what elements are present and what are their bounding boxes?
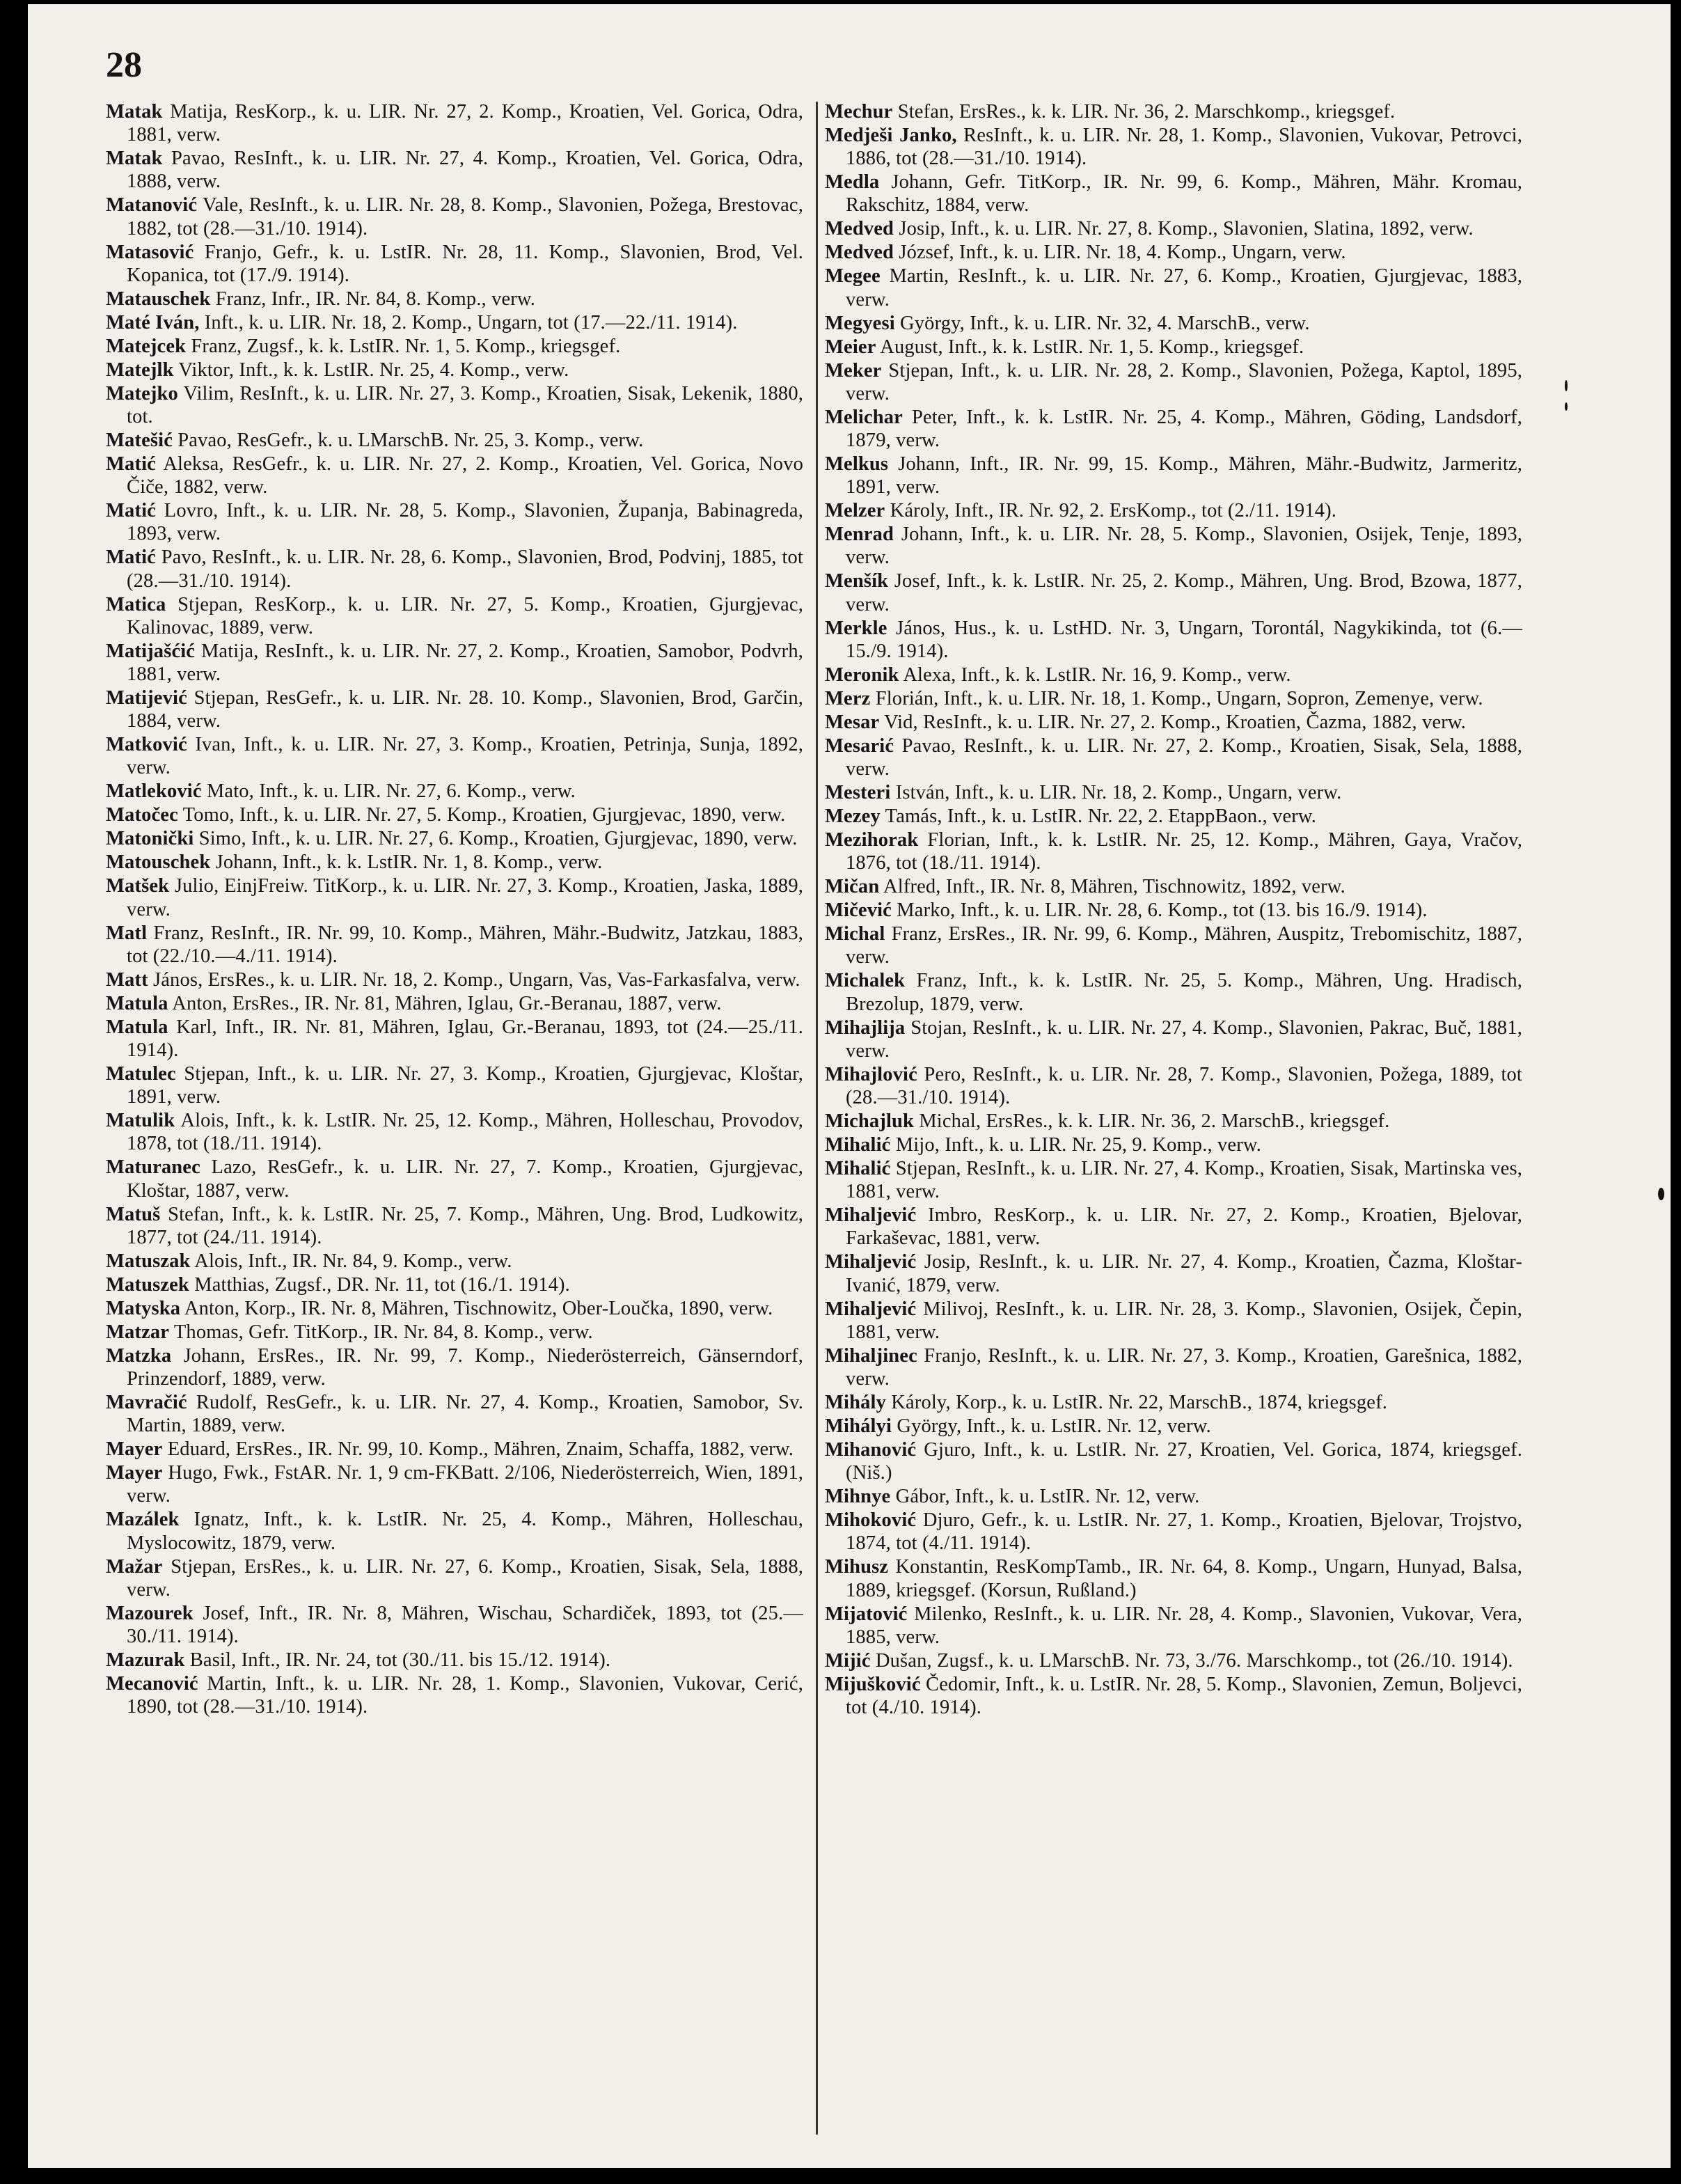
list-item — [825, 523, 1522, 569]
list-item — [106, 311, 803, 334]
entry-details: Dušan, Zugsf., k. u. LMarschB. Nr. 73, 3./76. Marschkomp., tot (26./10. 1914). — [875, 1649, 1513, 1672]
entry-details: Vilim, ResInft., k. u. LIR. Nr. 27, 3. Komp., Kroatien, Sisak, Lekenik, 1880, tot. — [127, 382, 803, 428]
entry-details: Milivoj, ResInft., k. u. LIR. Nr. 28, 3. Komp., Slavonien, Osijek, Čepin, 1881, verw. — [846, 1298, 1522, 1343]
entry-surname: Mihanović — [825, 1439, 917, 1461]
entry-details: Alois, Inft., IR. Nr. 84, 9. Komp., verw. — [194, 1250, 512, 1272]
entry-details: Matthias, Zugsf., DR. Nr. 11, tot (16./1. 1914). — [194, 1273, 570, 1296]
entry-surname: Matuszak — [106, 1250, 191, 1272]
entry-surname: Mihaljinec — [825, 1344, 917, 1367]
entry-details: Josef, Inft., IR. Nr. 8, Mähren, Wischau, Schardiček, 1893, tot (25.—30./11. 1914). — [127, 1602, 803, 1648]
entry-details: Čedomir, Inft., k. u. LstIR. Nr. 28, 5. Komp., Slavonien, Zemun, Boljevci, tot (4./10. 1914). — [846, 1673, 1522, 1719]
list-item — [825, 1157, 1522, 1203]
entry-details: Johann, Gefr. TitKorp., IR. Nr. 99, 6. Komp., Mähren, Mähr. Kromau, Rakschitz, 1884, verw. — [846, 171, 1522, 217]
list-item — [106, 546, 803, 592]
scan-speck — [1565, 380, 1568, 391]
entry-surname: Matijašćić — [106, 640, 196, 662]
entry-surname: Michal — [825, 923, 885, 945]
left-column — [106, 100, 803, 1719]
page-number: 28 — [106, 45, 142, 85]
list-item — [825, 1391, 1522, 1414]
entry-details: Johann, Inft., k. u. LIR. Nr. 28, 5. Komp., Slavonien, Osijek, Tenje, 1893, verw. — [846, 524, 1522, 569]
entry-details: József, Inft., k. u. LIR. Nr. 18, 4. Komp., Ungarn, verw. — [899, 242, 1346, 264]
list-item — [825, 241, 1522, 264]
list-item — [106, 1016, 803, 1062]
list-item — [106, 1203, 803, 1249]
entry-details: Vid, ResInft., k. u. LIR. Nr. 27, 2. Komp., Kroatien, Čazma, 1882, verw. — [884, 711, 1467, 733]
list-item — [106, 874, 803, 920]
entry-surname: Medla — [825, 171, 880, 194]
entry-surname: Matuszek — [106, 1273, 189, 1296]
entry-surname: Matzka — [106, 1344, 172, 1367]
entry-details: Julio, EinjFreiw. TitKorp., k. u. LIR. Nr. 27, 3. Komp., Kroatien, Jaska, 1889, verw. — [127, 875, 803, 920]
list-item — [106, 992, 803, 1015]
entry-details: Peter, Inft., k. k. LstIR. Nr. 25, 4. Komp., Mähren, Göding, Landsdorf, 1879, verw. — [846, 406, 1522, 452]
list-item — [825, 171, 1522, 217]
list-item — [825, 734, 1522, 780]
entry-surname: Matouschek — [106, 851, 211, 874]
list-item — [106, 241, 803, 287]
list-item — [825, 875, 1522, 898]
list-item — [825, 1204, 1522, 1250]
list-item — [106, 1273, 803, 1296]
entry-details: Stjepan, Inft., k. u. LIR. Nr. 28, 2. Komp., Slavonien, Požega, Kaptol, 1895, verw. — [846, 359, 1522, 404]
list-item — [106, 1649, 803, 1672]
scan-speck — [1658, 1188, 1664, 1200]
scan-speck — [1565, 402, 1568, 411]
entry-surname: Matauschek — [106, 288, 211, 310]
list-item — [825, 1133, 1522, 1156]
entry-details: Hugo, Fwk., FstAR. Nr. 1, 9 cm-FKBatt. 2/106, Niederösterreich, Wien, 1891, verw. — [127, 1462, 804, 1507]
entry-surname: Mihajlija — [825, 1016, 906, 1039]
entry-details: Lazo, ResGefr., k. u. LIR. Nr. 27, 7. Komp., Kroatien, Gjurgjevac, Kloštar, 1887, verw. — [127, 1156, 803, 1202]
entry-surname: Medved — [825, 242, 894, 264]
entry-details: Pero, ResInft., k. u. LIR. Nr. 28, 7. Komp., Slavonien, Požega, 1889, tot (28.—31./10. 1914). — [846, 1063, 1523, 1109]
entry-details: Stojan, ResInft., k. u. LIR. Nr. 27, 4. Komp., Slavonien, Pakrac, Buč, 1881, verw. — [846, 1016, 1522, 1062]
entry-surname: Mezey — [825, 806, 881, 828]
entry-surname: Matić — [106, 547, 156, 569]
entry-surname: Menšík — [825, 570, 889, 592]
list-item — [825, 1016, 1522, 1062]
entry-surname: Matejlk — [106, 359, 174, 381]
entry-details: Franz, Zugsf., k. k. LstIR. Nr. 1, 5. Komp., kriegsgef. — [191, 335, 621, 357]
entry-surname: Mihaljević — [825, 1251, 917, 1273]
entry-surname: Meier — [825, 336, 876, 358]
entry-details: Alois, Inft., k. k. LstIR. Nr. 25, 12. Komp., Mähren, Holleschau, Provodov, 1878, tot (18./11. 1914). — [127, 1110, 804, 1155]
entry-details: Franz, ErsRes., IR. Nr. 99, 6. Komp., Mähren, Auspitz, Trebomischitz, 1887, verw. — [846, 923, 1522, 968]
list-item — [106, 1602, 803, 1648]
entry-details: Inft., k. u. LIR. Nr. 18, 2. Komp., Ungarn, tot (17.—22./11. 1914). — [204, 311, 738, 333]
list-item — [106, 194, 803, 239]
entry-details: Gjuro, Inft., k. u. LstIR. Nr. 27, Kroatien, Vel. Gorica, 1874, kriegsgef. (Niš.) — [846, 1439, 1522, 1484]
list-item — [825, 663, 1522, 686]
entry-details: Stefan, ErsRes., k. k. LIR. Nr. 36, 2. Marschkomp., kriegsgef. — [897, 101, 1396, 123]
entry-surname: Merkle — [825, 617, 887, 639]
entry-details: Stjepan, ErsRes., k. u. LIR. Nr. 27, 6. Komp., Kroatien, Sisak, Sela, 1888, verw. — [127, 1555, 803, 1601]
entry-surname: Melichar — [825, 406, 903, 428]
entry-surname: Mihály — [825, 1392, 886, 1414]
list-item — [106, 429, 803, 452]
entry-details: Michal, ErsRes., k. k. LIR. Nr. 36, 2. MarschB., kriegsgef. — [919, 1110, 1390, 1133]
entry-surname: Menrad — [825, 524, 894, 546]
list-item — [825, 124, 1522, 170]
page-sheet — [28, 4, 1671, 2168]
list-item — [106, 1344, 803, 1390]
list-item — [825, 1555, 1522, 1601]
list-item — [825, 1438, 1522, 1484]
entry-surname: Matanović — [106, 194, 198, 217]
entry-surname: Mezihorak — [825, 829, 919, 851]
list-item — [825, 969, 1522, 1015]
entry-surname: Matočec — [106, 804, 178, 826]
entry-details: Tamás, Inft., k. u. LstIR. Nr. 22, 2. EtappBaon., verw. — [885, 806, 1317, 828]
entry-details: István, Inft., k. u. LIR. Nr. 18, 2. Komp., Ungarn, verw. — [895, 782, 1342, 804]
entry-details: Pavao, ResInft., k. u. LIR. Nr. 27, 4. Komp., Kroatien, Vel. Gorica, Odra, 1888, verw. — [127, 148, 803, 193]
column-divider — [816, 102, 818, 2135]
entry-details: János, Hus., k. u. LstHD. Nr. 3, Ungarn, Torontál, Nagykikinda, tot (6.—15./9. 1914). — [846, 617, 1522, 662]
entry-details: Franz, ResInft., IR. Nr. 99, 10. Komp., Mähren, Mähr.-Budwitz, Jatzkau, 1883, tot (22./10.—4./11. 1914). — [127, 922, 804, 967]
list-item — [825, 100, 1522, 123]
entry-surname: Medved — [825, 218, 894, 240]
entry-details: Johann, ErsRes., IR. Nr. 99, 7. Komp., Niederösterreich, Gänserndorf, Prinzendorf, 1889, verw. — [127, 1344, 803, 1390]
entry-surname: Mihoković — [825, 1509, 917, 1532]
list-item — [825, 453, 1522, 498]
entry-details: Tomo, Inft., k. u. LIR. Nr. 27, 5. Komp., Kroatien, Gjurgjevac, 1890, verw. — [182, 804, 786, 826]
entry-surname: Matt — [106, 968, 148, 991]
entry-details: Lovro, Inft., k. u. LIR. Nr. 28, 5. Komp., Slavonien, Županja, Babinagreda, 1893, verw. — [127, 500, 804, 545]
list-item — [106, 100, 803, 146]
list-item — [825, 922, 1522, 968]
entry-surname: Megee — [825, 265, 881, 288]
entry-surname: Mihajlović — [825, 1063, 917, 1085]
list-item — [825, 711, 1522, 734]
list-item — [106, 803, 803, 826]
list-item — [825, 1603, 1522, 1649]
list-item — [825, 265, 1522, 311]
entry-details: Thomas, Gefr. TitKorp., IR. Nr. 84, 8. Komp., verw. — [173, 1321, 593, 1343]
entry-surname: Matleković — [106, 780, 202, 803]
entry-details: ResInft., k. u. LIR. Nr. 28, 1. Komp., Slavonien, Vukovar, Petrovci, 1886, tot (28.—31./10. 1914). — [846, 125, 1523, 170]
entry-details: Josip, Inft., k. u. LIR. Nr. 27, 8. Komp., Slavonien, Slatina, 1892, verw. — [899, 218, 1474, 240]
entry-details: Johann, Inft., IR. Nr. 99, 15. Komp., Mähren, Mähr.-Budwitz, Jarmeritz, 1891, verw. — [846, 453, 1522, 498]
entry-surname: Mihaljević — [825, 1204, 917, 1227]
list-item — [106, 640, 803, 686]
list-item — [106, 1156, 803, 1202]
list-item — [106, 1555, 803, 1601]
list-item — [825, 406, 1522, 452]
entry-surname: Mesteri — [825, 782, 891, 804]
entry-surname: Maté Iván, — [106, 311, 200, 333]
list-item — [106, 1391, 803, 1437]
entry-surname: Medješi Janko, — [825, 125, 957, 146]
entry-surname: Matak — [106, 101, 163, 123]
entry-details: Alexa, Inft., k. k. LstIR. Nr. 16, 9. Komp., verw. — [903, 663, 1291, 686]
list-item — [825, 569, 1522, 615]
list-item — [106, 686, 803, 732]
list-item — [106, 1109, 803, 1155]
entry-details: Imbro, ResKorp., k. u. LIR. Nr. 27, 2. Komp., Kroatien, Bjelovar, Farkaševac, 1881, verw. — [846, 1204, 1522, 1250]
entry-surname: Megyesi — [825, 312, 895, 334]
entry-details: Milenko, ResInft., k. u. LIR. Nr. 28, 4. Komp., Slavonien, Vukovar, Vera, 1885, verw. — [846, 1603, 1522, 1648]
entry-surname: Mesar — [825, 711, 880, 733]
entry-details: Matija, ResKorp., k. u. LIR. Nr. 27, 2. Komp., Kroatien, Vel. Gorica, Odra, 1881, verw. — [127, 101, 803, 146]
entry-details: Konstantin, ResKompTamb., IR. Nr. 64, 8. Komp., Ungarn, Hunyad, Balsa, 1889, kriegsgef. (Korsun, Rußland.) — [846, 1556, 1522, 1601]
list-item — [106, 593, 803, 639]
entry-surname: Mesarić — [825, 734, 894, 757]
entry-details: Franz, Inft., k. k. LstIR. Nr. 25, 5. Komp., Mähren, Ung. Hradisch, Brezolup, 1879, verw. — [846, 970, 1522, 1015]
list-item — [106, 147, 803, 193]
entry-surname: Mihusz — [825, 1556, 889, 1578]
entry-surname: Mazálek — [106, 1509, 180, 1531]
entry-surname: Mazourek — [106, 1602, 194, 1624]
entry-surname: Matl — [106, 922, 148, 944]
entry-surname: Matejko — [106, 382, 178, 404]
entry-surname: Meronik — [825, 663, 899, 686]
entry-details: Stefan, Inft., k. k. LstIR. Nr. 25, 7. Komp., Mähren, Ung. Brod, Ludkowitz, 1877, tot (24./11. 1914). — [127, 1203, 803, 1248]
entry-surname: Matula — [106, 1016, 168, 1038]
list-item — [106, 1672, 803, 1718]
list-item — [106, 968, 803, 991]
entry-surname: Matešić — [106, 430, 173, 452]
entry-surname: Matuš — [106, 1203, 161, 1225]
entry-surname: Melzer — [825, 500, 885, 522]
entry-details: Pavo, ResInft., k. u. LIR. Nr. 28, 6. Komp., Slavonien, Brod, Podvinj, 1885, tot (28.—31./10. 1914). — [127, 547, 803, 592]
entry-surname: Matulec — [106, 1063, 176, 1085]
entry-details: Martin, Inft., k. u. LIR. Nr. 28, 1. Komp., Slavonien, Vukovar, Cerić, 1890, tot (28.—31./10. 1914). — [127, 1673, 803, 1718]
entry-surname: Mavračić — [106, 1392, 187, 1414]
entry-details: Stjepan, ResInft., k. u. LIR. Nr. 27, 4. Komp., Kroatien, Sisak, Martinska ves, 1881, verw. — [846, 1158, 1522, 1203]
entry-surname: Matzar — [106, 1321, 170, 1343]
entry-details: Matija, ResInft., k. u. LIR. Nr. 27, 2. Komp., Kroatien, Samobor, Podvrh, 1881, verw. — [127, 640, 803, 686]
entry-surname: Mijić — [825, 1649, 871, 1672]
entry-surname: Matonički — [106, 828, 194, 850]
entry-details: Ignatz, Inft., k. k. LstIR. Nr. 25, 4. Komp., Mähren, Holleschau, Myslocowitz, 1879, verw. — [127, 1509, 803, 1554]
entry-surname: Mičan — [825, 876, 880, 898]
entry-details: Károly, Korp., k. u. LstIR. Nr. 22, MarschB., 1874, kriegsgef. — [891, 1392, 1388, 1414]
entry-surname: Mihnye — [825, 1486, 891, 1508]
entry-details: Josef, Inft., k. k. LstIR. Nr. 25, 2. Komp., Mähren, Ung. Brod, Bzowa, 1877, verw. — [846, 570, 1522, 615]
entry-details: Franjo, Gefr., k. u. LstIR. Nr. 28, 11. Komp., Slavonien, Brod, Vel. Kopanica, tot (17./9. 1914). — [127, 241, 803, 286]
list-item — [106, 780, 803, 803]
list-item — [825, 1649, 1522, 1672]
list-item — [825, 217, 1522, 240]
list-item — [106, 827, 803, 850]
entry-details: Mato, Inft., k. u. LIR. Nr. 27, 6. Komp., verw. — [206, 780, 576, 803]
entry-details: Franz, Infr., IR. Nr. 84, 8. Komp., verw. — [215, 288, 536, 310]
entry-details: Anton, ErsRes., IR. Nr. 81, Mähren, Iglau, Gr.-Beranau, 1887, verw. — [172, 992, 722, 1014]
list-item — [106, 922, 803, 968]
list-item — [825, 1509, 1522, 1555]
entry-details: János, ErsRes., k. u. LIR. Nr. 18, 2. Komp., Ungarn, Vas, Vas-Farkasfalva, verw. — [153, 968, 800, 991]
entry-details: Franjo, ResInft., k. u. LIR. Nr. 27, 3. Komp., Kroatien, Garešnica, 1882, verw. — [846, 1344, 1522, 1390]
list-item — [825, 1673, 1522, 1719]
entry-details: Florian, Inft., k. k. LstIR. Nr. 25, 12. Komp., Mähren, Gaya, Vračov, 1876, tot (18./11. 1914). — [846, 829, 1522, 874]
list-item — [825, 312, 1522, 335]
list-item — [106, 1508, 803, 1554]
entry-details: Vale, ResInft., k. u. LIR. Nr. 28, 8. Komp., Slavonien, Požega, Brestovac, 1882, tot (28.—31./10. 1914). — [127, 194, 803, 239]
entry-surname: Mažar — [106, 1555, 163, 1578]
entry-details: Viktor, Inft., k. k. LstIR. Nr. 25, 4. Komp., verw. — [178, 359, 569, 381]
entry-surname: Matak — [106, 148, 163, 170]
entry-surname: Maturanec — [106, 1156, 200, 1179]
list-item — [825, 1250, 1522, 1296]
entry-details: Stjepan, ResKorp., k. u. LIR. Nr. 27, 5. Komp., Kroatien, Gjurgjevac, Kalinovac, 1889, verw. — [127, 593, 803, 638]
entry-details: Gábor, Inft., k. u. LstIR. Nr. 12, verw. — [895, 1486, 1200, 1508]
entry-details: Pavao, ResInft., k. u. LIR. Nr. 27, 2. Komp., Kroatien, Sisak, Sela, 1888, verw. — [846, 734, 1522, 780]
entry-surname: Matyska — [106, 1297, 181, 1319]
list-item — [106, 1321, 803, 1344]
entry-details: György, Inft., k. u. LIR. Nr. 32, 4. MarschB., verw. — [900, 312, 1310, 334]
entry-details: Ivan, Inft., k. u. LIR. Nr. 27, 3. Komp., Kroatien, Petrinja, Sunja, 1892, verw. — [127, 734, 803, 779]
entry-details: Mijo, Inft., k. u. LIR. Nr. 25, 9. Komp., verw. — [895, 1134, 1262, 1156]
list-item — [825, 1298, 1522, 1344]
list-item — [106, 453, 803, 498]
list-item — [106, 335, 803, 358]
list-item — [825, 805, 1522, 828]
entry-surname: Matulik — [106, 1110, 175, 1132]
entry-details: Alfred, Inft., IR. Nr. 8, Mähren, Tischnowitz, 1892, verw. — [883, 876, 1345, 898]
entry-surname: Mihaljević — [825, 1298, 917, 1320]
entry-surname: Mihalić — [825, 1134, 891, 1156]
entry-surname: Mecanović — [106, 1673, 198, 1695]
entry-surname: Meker — [825, 359, 882, 382]
list-item — [106, 288, 803, 311]
entry-surname: Mijatović — [825, 1603, 908, 1625]
list-item — [825, 1344, 1522, 1390]
list-item — [106, 1062, 803, 1108]
entry-details: Johann, Inft., k. k. LstIR. Nr. 1, 8. Komp., verw. — [215, 851, 603, 874]
entry-details: György, Inft., k. u. LstIR. Nr. 12, verw. — [897, 1415, 1211, 1438]
entry-surname: Mihalić — [825, 1158, 891, 1180]
entry-surname: Matšek — [106, 875, 170, 897]
list-item — [825, 899, 1522, 922]
entry-surname: Matula — [106, 992, 168, 1014]
entry-surname: Mijušković — [825, 1673, 921, 1695]
entry-details: Stjepan, Inft., k. u. LIR. Nr. 27, 3. Komp., Kroatien, Gjurgjevac, Kloštar, 1891, verw. — [127, 1063, 803, 1108]
list-item — [825, 828, 1522, 874]
entry-surname: Michalek — [825, 970, 906, 992]
entry-surname: Mechur — [825, 101, 893, 123]
entry-details: Marko, Inft., k. u. LIR. Nr. 28, 6. Komp., tot (13. bis 16./9. 1914). — [897, 899, 1428, 922]
entry-details: Stjepan, ResGefr., k. u. LIR. Nr. 28. 10. Komp., Slavonien, Brod, Garčin, 1884, verw. — [127, 687, 803, 732]
list-item — [825, 687, 1522, 710]
list-item — [825, 1110, 1522, 1133]
entry-surname: Matković — [106, 734, 187, 756]
list-item — [106, 851, 803, 874]
entry-surname: Merz — [825, 687, 871, 709]
list-item — [825, 336, 1522, 359]
entry-details: Rudolf, ResGefr., k. u. LIR. Nr. 27, 4. Komp., Kroatien, Samobor, Sv. Martin, 1889, verw. — [127, 1392, 803, 1437]
list-item — [106, 733, 803, 779]
entry-details: Eduard, ErsRes., IR. Nr. 99, 10. Komp., Mähren, Znaim, Schaffa, 1882, verw. — [167, 1438, 794, 1461]
list-item — [825, 781, 1522, 804]
entry-surname: Matić — [106, 500, 156, 522]
list-item — [106, 359, 803, 382]
entry-details: Martin, ResInft., k. u. LIR. Nr. 27, 6. Komp., Kroatien, Gjurgjevac, 1883, verw. — [846, 265, 1522, 311]
list-item — [106, 1250, 803, 1273]
right-column — [825, 100, 1522, 1720]
list-item — [825, 499, 1522, 522]
list-item — [106, 1438, 803, 1461]
entry-surname: Mayer — [106, 1462, 163, 1484]
entry-details: Karl, Inft., IR. Nr. 81, Mähren, Iglau, Gr.-Beranau, 1893, tot (24.—25./11. 1914). — [127, 1016, 804, 1062]
entry-surname: Melkus — [825, 453, 889, 476]
entry-details: August, Inft., k. k. LstIR. Nr. 1, 5. Komp., kriegsgef. — [880, 336, 1304, 358]
entry-surname: Matić — [106, 453, 156, 476]
entry-surname: Matejcek — [106, 335, 187, 357]
entry-details: Aleksa, ResGefr., k. u. LIR. Nr. 27, 2. Komp., Kroatien, Vel. Gorica, Novo Čiče, 1882, verw. — [127, 453, 803, 498]
entry-surname: Michajluk — [825, 1110, 915, 1133]
list-item — [825, 617, 1522, 663]
entry-surname: Mičević — [825, 899, 892, 922]
list-item — [825, 359, 1522, 405]
list-item — [106, 1461, 803, 1507]
entry-surname: Mayer — [106, 1438, 163, 1461]
entry-details: Djuro, Gefr., k. u. LstIR. Nr. 27, 1. Komp., Kroatien, Bjelovar, Trojstvo, 1874, tot (4./11. 1914). — [846, 1509, 1522, 1555]
entry-surname: Matijević — [106, 687, 187, 709]
entry-details: Pavao, ResGefr., k. u. LMarschB. Nr. 25, 3. Komp., verw. — [177, 430, 644, 452]
entry-details: Simo, Inft., k. u. LIR. Nr. 27, 6. Komp., Kroatien, Gjurgjevac, 1890, verw. — [198, 828, 798, 850]
list-item — [106, 382, 803, 428]
entry-surname: Mazurak — [106, 1649, 185, 1672]
list-item — [106, 1297, 803, 1320]
list-item — [825, 1063, 1522, 1109]
entry-details: Károly, Inft., IR. Nr. 92, 2. ErsKomp., tot (2./11. 1914). — [890, 500, 1337, 522]
entry-surname: Matica — [106, 593, 166, 615]
list-item — [825, 1415, 1522, 1438]
list-item — [106, 499, 803, 545]
entry-details: Josip, ResInft., k. u. LIR. Nr. 27, 4. Komp., Kroatien, Čazma, Kloštar-Ivanić, 1879, verw. — [846, 1251, 1523, 1296]
entry-surname: Mihályi — [825, 1415, 892, 1438]
entry-details: Anton, Korp., IR. Nr. 8, Mähren, Tischnowitz, Ober-Loučka, 1890, verw. — [184, 1297, 773, 1319]
entry-details: Florián, Inft., k. u. LIR. Nr. 18, 1. Komp., Ungarn, Sopron, Zemenye, verw. — [875, 687, 1483, 709]
entry-details: Basil, Inft., IR. Nr. 24, tot (30./11. bis 15./12. 1914). — [189, 1649, 611, 1672]
list-item — [825, 1485, 1522, 1508]
entry-surname: Matasović — [106, 241, 194, 263]
